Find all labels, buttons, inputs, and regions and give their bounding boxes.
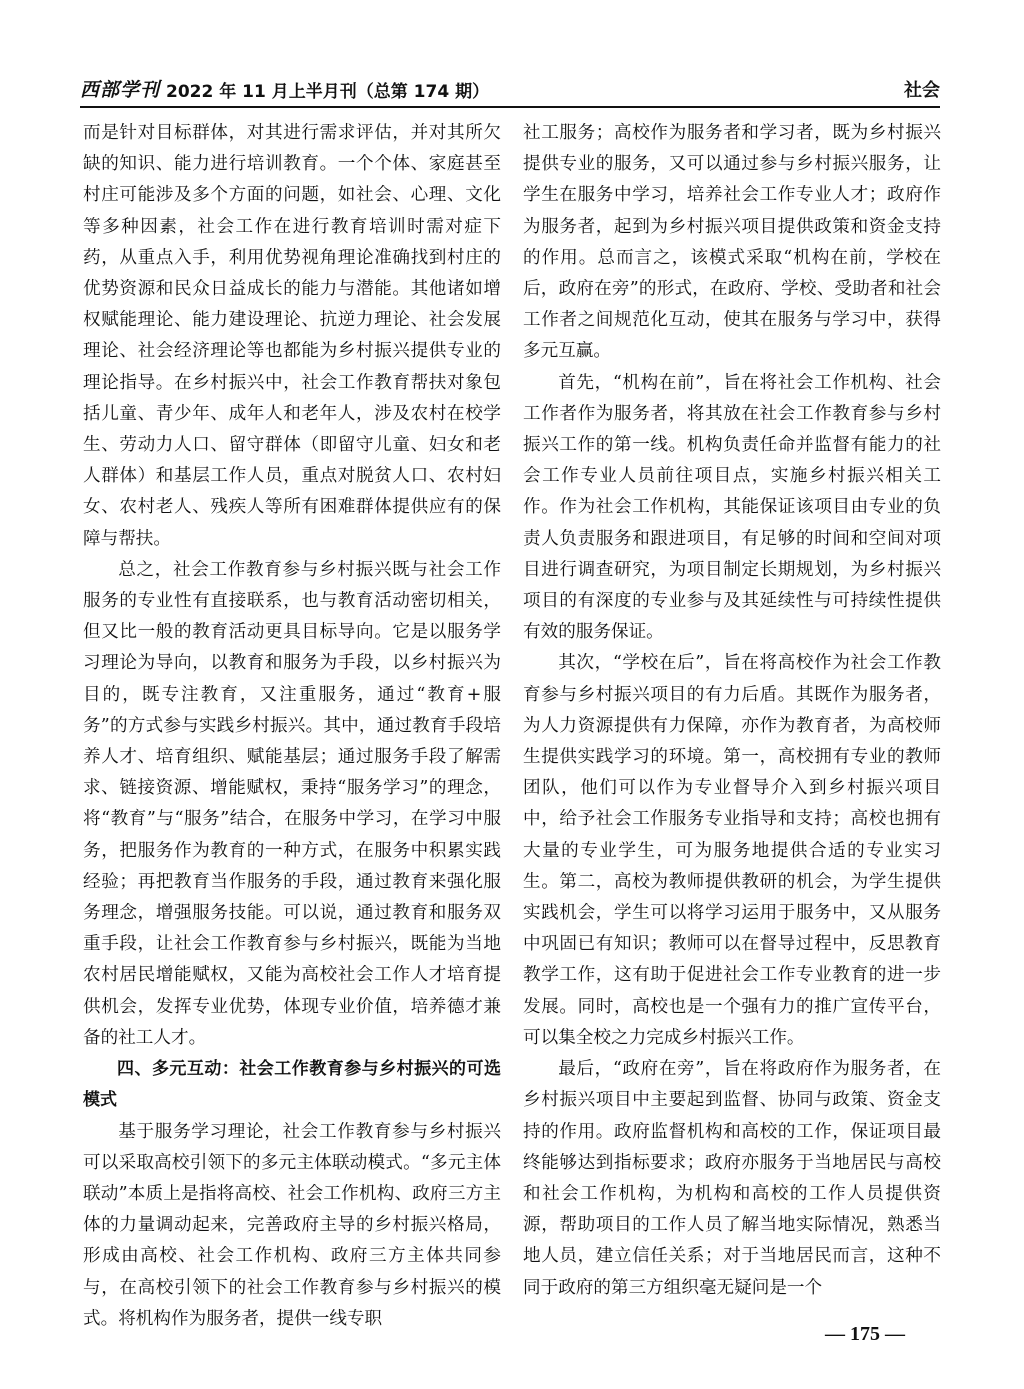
section-heading: 四、多元互动：社会工作教育参与乡村振兴的可选模式: [83, 1059, 501, 1111]
section-name: 社会: [904, 80, 940, 101]
left-column: [83, 118, 501, 1335]
right-column: [523, 118, 941, 1304]
running-header: [80, 68, 940, 108]
paragraph: 首先，“机构在前”，旨在将社会工作机构、社会工作者作为服务者，将其放在社会工作教育参与乡村振兴工作的第一线。机构负责任命并监督有能力的社会工作专业人员前往项目点，实施乡村振兴相关工作。作为社会工作机构，其能保证该项目由专业的负责人负责服务和跟进项目，有足够的时间和空间对项目进行调查研究，为项目制定长期规划，为乡村振兴项目的有深度的专业参与及其延续性与可持续性提供有效的服务保证。: [523, 372, 941, 643]
paragraph: 社工服务；高校作为服务者和学习者，既为乡村振兴提供专业的服务，又可以通过参与乡村振兴服务，让学生在服务中学习，培养社会工作专业人才；政府作为服务者，起到为乡村振兴项目提供政策和资金支持的作用。总而言之，该模式采取“机构在前，学校在后，政府在旁”的形式，在政府、学校、受助者和社会工作者之间规范化互动，使其在服务与学习中，获得多元互赢。: [523, 123, 941, 362]
paragraph: 其次，“学校在后”，旨在将高校作为社会工作教育参与乡村振兴项目的有力后盾。其既作为服务者，为人力资源提供有力保障，亦作为教育者，为高校师生提供实践学习的环境。第一，高校拥有专业的教师团队，他们可以作为专业督导介入到乡村振兴项目中，给予社会工作服务专业指导和支持；高校也拥有大量的专业学生，可为服务地提供合适的专业实习生。第二，高校为教师提供教研的机会，为学生提供实践机会，学生可以将学习运用于服务中，又从服务中巩固已有知识；教师可以在督导过程中，反思教育教学工作，这有助于促进社会工作专业教育的进一步发展。同时，高校也是一个强有力的推广宣传平台，可以集全校之力完成乡村振兴工作。: [523, 653, 941, 1048]
paragraph: 基于服务学习理论，社会工作教育参与乡村振兴可以采取高校引领下的多元主体联动模式。“多元主体联动”本质上是指将高校、社会工作机构、政府三方主体的力量调动起来，完善政府主导的乡村振兴格局，形成由高校、社会工作机构、政府三方主体共同参与，在高校引领下的社会工作教育参与乡村振兴的模式。将机构作为服务者，提供一线专职: [83, 1121, 501, 1329]
journal-logo: 西部学刊: [80, 79, 161, 101]
paragraph: 而是针对目标群体，对其进行需求评估，并对其所欠缺的知识、能力进行培训教育。一个个体、家庭甚至村庄可能涉及多个方面的问题，如社会、心理、文化等多种因素，社会工作在进行教育培训时需对症下药，从重点入手，利用优势视角理论准确找到村庄的优势资源和民众日益成长的能力与潜能。其他诸如增权赋能理论、能力建设理论、抗逆力理论、社会发展理论、社会经济理论等也都能为乡村振兴提供专业的理论指导。在乡村振兴中，社会工作教育帮扶对象包括儿童、青少年、成年人和老年人，涉及农村在校学生、劳动力人口、留守群体（即留守儿童、妇女和老人群体）和基层工作人员，重点对脱贫人口、农村妇女、农村老人、残疾人等所有困难群体提供应有的保障与帮扶。: [83, 123, 501, 549]
paragraph: 最后，“政府在旁”，旨在将政府作为服务者，在乡村振兴项目中主要起到监督、协同与政策、资金支持的作用。政府监督机构和高校的工作，保证项目最终能够达到指标要求；政府亦服务于当地居民与高校和社会工作机构，为机构和高校的工作人员提供资源，帮助项目的工作人员了解当地实际情况，熟悉当地人员，建立信任关系；对于当地居民而言，这种不同于政府的第三方组织毫无疑问是一个: [523, 1059, 941, 1298]
page-number: — 175 —: [825, 1323, 905, 1345]
journal-brand: [80, 75, 489, 102]
issue-info: 2022 年 11 月上半月刊（总第 174 期）: [166, 82, 490, 102]
paragraph: 总之，社会工作教育参与乡村振兴既与社会工作服务的专业性有直接联系，也与教育活动密切相关，但又比一般的教育活动更具目标导向。它是以服务学习理论为导向，以教育和服务为手段，以乡村振兴为目的，既专注教育，又注重服务，通过“教育+服务”的方式参与实践乡村振兴。其中，通过教育手段培养人才、培育组织、赋能基层；通过服务手段了解需求、链接资源、增能赋权，秉持“服务学习”的理念，将“教育”与“服务”结合，在服务中学习，在学习中服务，把服务作为教育的一种方式，在服务中积累实践经验；再把教育当作服务的手段，通过教育来强化服务理念，增强服务技能。可以说，通过教育和服务双重手段，让社会工作教育参与乡村振兴，既能为当地农村居民增能赋权，又能为高校社会工作人才培育提供机会，发挥专业优势，体现专业价值，培养德才兼备的社工人才。: [83, 559, 501, 1048]
